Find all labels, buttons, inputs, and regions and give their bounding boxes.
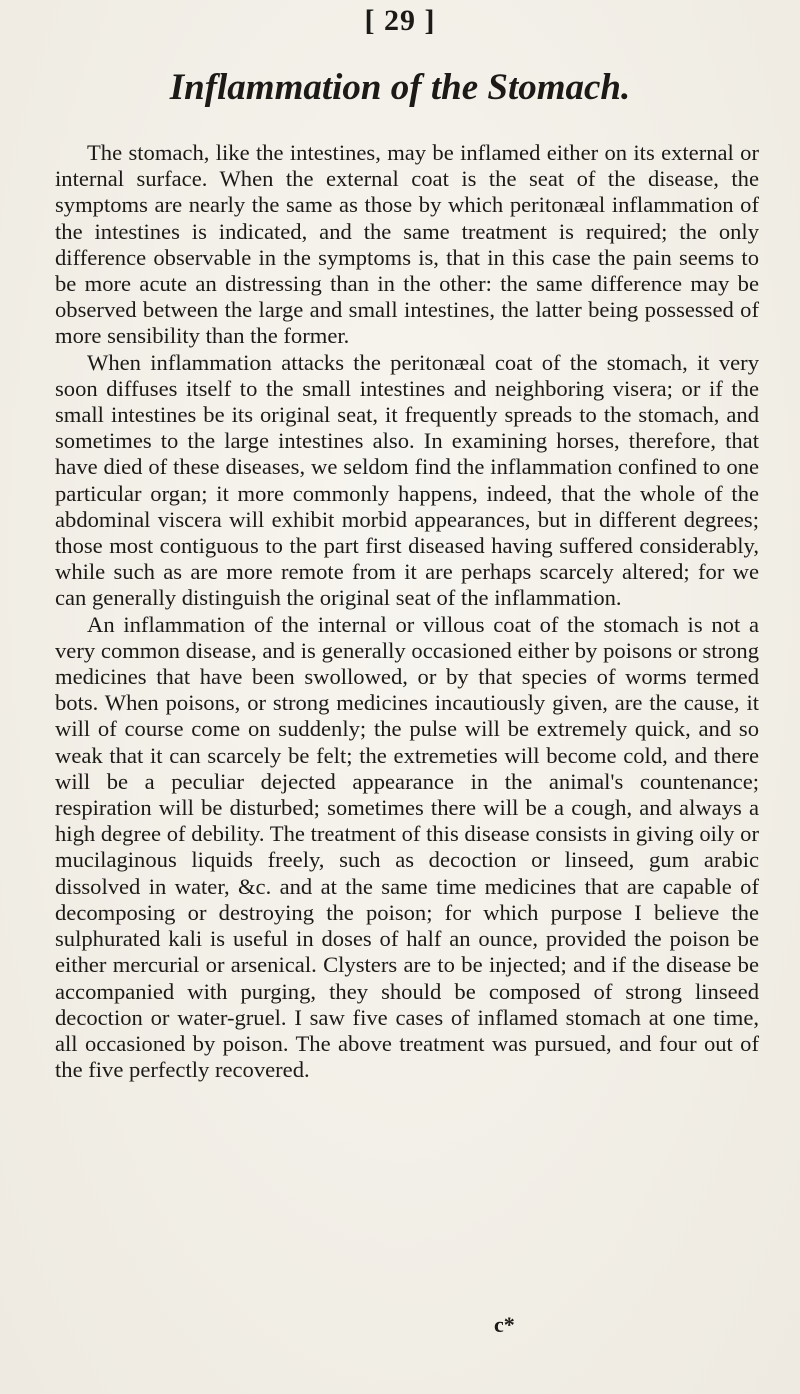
signature-mark: c* <box>494 1312 515 1337</box>
section-heading: Inflammation of the Stomach. <box>169 67 631 108</box>
page-number: [ 29 ] <box>364 4 436 37</box>
paragraph-3: An inflammation of the internal or villous coat of the stomach is not a very common disease, and is generally occasioned either by poisons or strong medicines that have been swollowed, or by that species of worms termed bots. When poisons, or strong medicines incautiously given, are the cause, it will of course come on suddenly; the pulse will be extremely quick, and so weak that it can scarcely be felt; the extremeties will become cold, and there will be a peculiar dejected appearance in the animal's countenance; respiration will be disturbed; sometimes there will be a cough, and always a high degree of debility. The treatment of this disease consists in giving oily or mucilaginous liquids freely, such as decoction or linseed, gum arabic dissolved in water, &c. and at the same time medicines that are capable of decomposing or destroying the poison; for which purpose I believe the sulphurated kali is useful in doses of half an ounce, provided the poison be either mercurial or arsenical. Clysters are to be injected; and if the disease be accompanied with purging, they should be composed of strong linseed decoction or water-gruel. I saw five cases of inflamed stomach at one time, all occasioned by poison. The above treatment was pursued, and four out of the five perfectly recovered. <box>55 611 759 1083</box>
paragraph-2: When inflammation attacks the peritonæal coat of the stomach, it very soon diffuses itself to the small intestines and neighboring visera; or if the small intestines be its original seat, it frequently spreads to the stomach, and sometimes to the large intestines also. In examining horses, therefore, that have died of these diseases, we seldom find the inflammation confined to one particular organ; it more commonly happens, indeed, that the whole of the abdominal viscera will exhibit morbid appearances, but in different degrees; those most contiguous to the part first diseased having suffered considerably, while such as are more remote from it are perhaps scarcely altered; for we can generally distinguish the original seat of the inflammation. <box>55 349 759 611</box>
paragraph-1: The stomach, like the intestines, may be inflamed either on its external or internal surface. When the external coat is the seat of the disease, the symptoms are nearly the same as those by which peritonæal inflammation of the intestines is indicated, and the same treatment is required; the only difference observable in the symptoms is, that in this case the pain seems to be more acute an distressing than in the other: the same difference may be observed between the large and small intestines, the latter being possessed of more sensibility than the former. <box>55 140 759 349</box>
body-text <box>55 140 759 1083</box>
